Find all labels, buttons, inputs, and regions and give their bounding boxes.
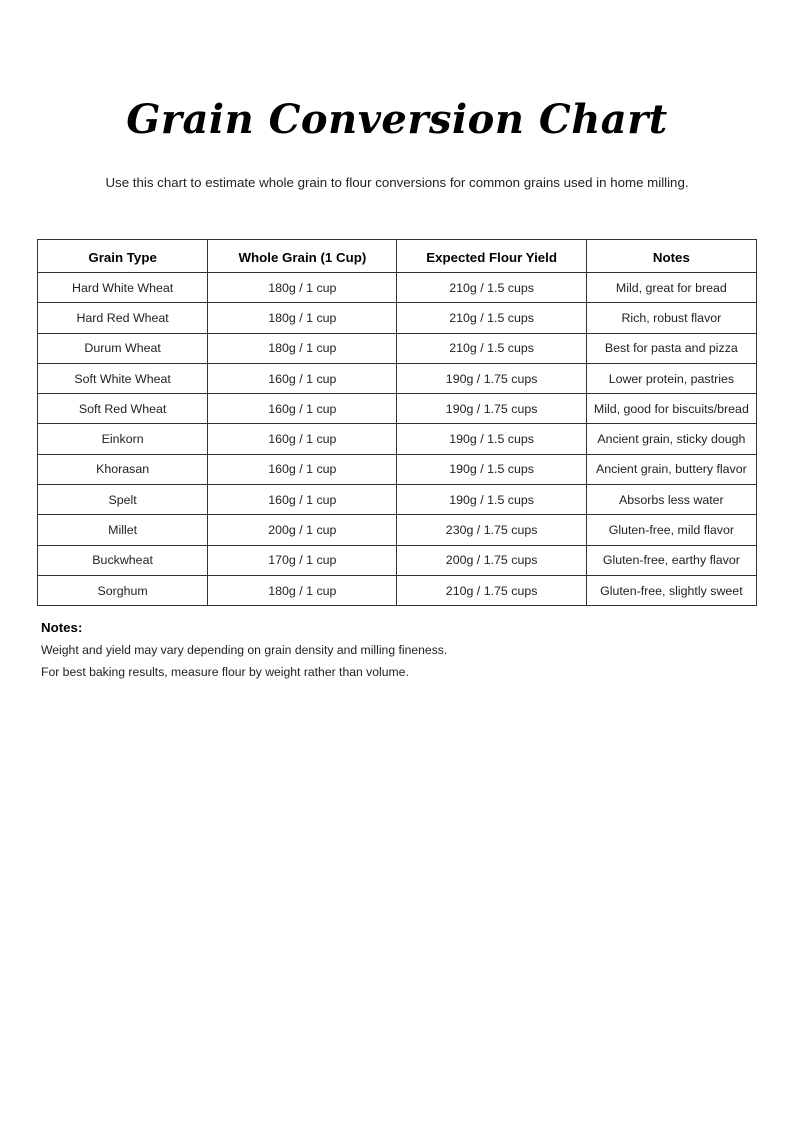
cell-grain-type: Spelt bbox=[38, 485, 208, 515]
cell-grain-type: Khorasan bbox=[38, 454, 208, 484]
cell-notes: Gluten-free, earthy flavor bbox=[586, 545, 756, 575]
cell-whole-grain: 180g / 1 cup bbox=[208, 273, 397, 303]
cell-grain-type: Soft White Wheat bbox=[38, 363, 208, 393]
cell-notes: Mild, great for bread bbox=[586, 273, 756, 303]
table-row bbox=[38, 485, 757, 515]
cell-notes: Gluten-free, slightly sweet bbox=[586, 575, 756, 605]
table-header-row bbox=[38, 240, 757, 273]
cell-flour-yield: 230g / 1.75 cups bbox=[397, 515, 586, 545]
cell-whole-grain: 160g / 1 cup bbox=[208, 394, 397, 424]
cell-whole-grain: 180g / 1 cup bbox=[208, 333, 397, 363]
cell-whole-grain: 170g / 1 cup bbox=[208, 545, 397, 575]
cell-grain-type: Einkorn bbox=[38, 424, 208, 454]
header-whole-grain: Whole Grain (1 Cup) bbox=[208, 240, 397, 273]
cell-whole-grain: 160g / 1 cup bbox=[208, 485, 397, 515]
cell-grain-type: Soft Red Wheat bbox=[38, 394, 208, 424]
cell-flour-yield: 210g / 1.5 cups bbox=[397, 303, 586, 333]
cell-grain-type: Durum Wheat bbox=[38, 333, 208, 363]
cell-flour-yield: 190g / 1.75 cups bbox=[397, 363, 586, 393]
cell-notes: Best for pasta and pizza bbox=[586, 333, 756, 363]
notes-line: Weight and yield may vary depending on grain density and milling fineness. bbox=[41, 643, 448, 657]
cell-flour-yield: 210g / 1.5 cups bbox=[397, 273, 586, 303]
page-title: Grain Conversion Chart bbox=[126, 96, 668, 143]
cell-grain-type: Sorghum bbox=[38, 575, 208, 605]
cell-flour-yield: 190g / 1.5 cups bbox=[397, 485, 586, 515]
cell-whole-grain: 200g / 1 cup bbox=[208, 515, 397, 545]
cell-grain-type: Hard Red Wheat bbox=[38, 303, 208, 333]
table-row bbox=[38, 363, 757, 393]
cell-flour-yield: 190g / 1.5 cups bbox=[397, 454, 586, 484]
notes-line: For best baking results, measure flour by weight rather than volume. bbox=[41, 665, 409, 679]
cell-notes: Ancient grain, sticky dough bbox=[586, 424, 756, 454]
table-row bbox=[38, 273, 757, 303]
table-row bbox=[38, 424, 757, 454]
cell-notes: Lower protein, pastries bbox=[586, 363, 756, 393]
table-row bbox=[38, 303, 757, 333]
page-subtitle: Use this chart to estimate whole grain to flour conversions for common grains used in home milling. bbox=[105, 175, 689, 190]
cell-whole-grain: 180g / 1 cup bbox=[208, 575, 397, 605]
table-row bbox=[38, 394, 757, 424]
cell-notes: Mild, good for biscuits/bread bbox=[586, 394, 756, 424]
cell-notes: Ancient grain, buttery flavor bbox=[586, 454, 756, 484]
table-row bbox=[38, 545, 757, 575]
table-row bbox=[38, 333, 757, 363]
table-row bbox=[38, 575, 757, 605]
cell-flour-yield: 190g / 1.5 cups bbox=[397, 424, 586, 454]
cell-flour-yield: 200g / 1.75 cups bbox=[397, 545, 586, 575]
table-row bbox=[38, 454, 757, 484]
cell-grain-type: Millet bbox=[38, 515, 208, 545]
notes-heading: Notes: bbox=[41, 620, 83, 635]
notes-section bbox=[41, 620, 741, 683]
cell-notes: Absorbs less water bbox=[586, 485, 756, 515]
cell-whole-grain: 180g / 1 cup bbox=[208, 303, 397, 333]
cell-notes: Gluten-free, mild flavor bbox=[586, 515, 756, 545]
cell-grain-type: Hard White Wheat bbox=[38, 273, 208, 303]
table-row bbox=[38, 515, 757, 545]
header-grain-type: Grain Type bbox=[38, 240, 208, 273]
cell-whole-grain: 160g / 1 cup bbox=[208, 363, 397, 393]
cell-flour-yield: 210g / 1.75 cups bbox=[397, 575, 586, 605]
cell-notes: Rich, robust flavor bbox=[586, 303, 756, 333]
cell-whole-grain: 160g / 1 cup bbox=[208, 424, 397, 454]
header-flour-yield: Expected Flour Yield bbox=[397, 240, 586, 273]
cell-flour-yield: 190g / 1.75 cups bbox=[397, 394, 586, 424]
header-notes: Notes bbox=[586, 240, 756, 273]
grain-conversion-table bbox=[37, 239, 757, 606]
cell-grain-type: Buckwheat bbox=[38, 545, 208, 575]
cell-flour-yield: 210g / 1.5 cups bbox=[397, 333, 586, 363]
cell-whole-grain: 160g / 1 cup bbox=[208, 454, 397, 484]
